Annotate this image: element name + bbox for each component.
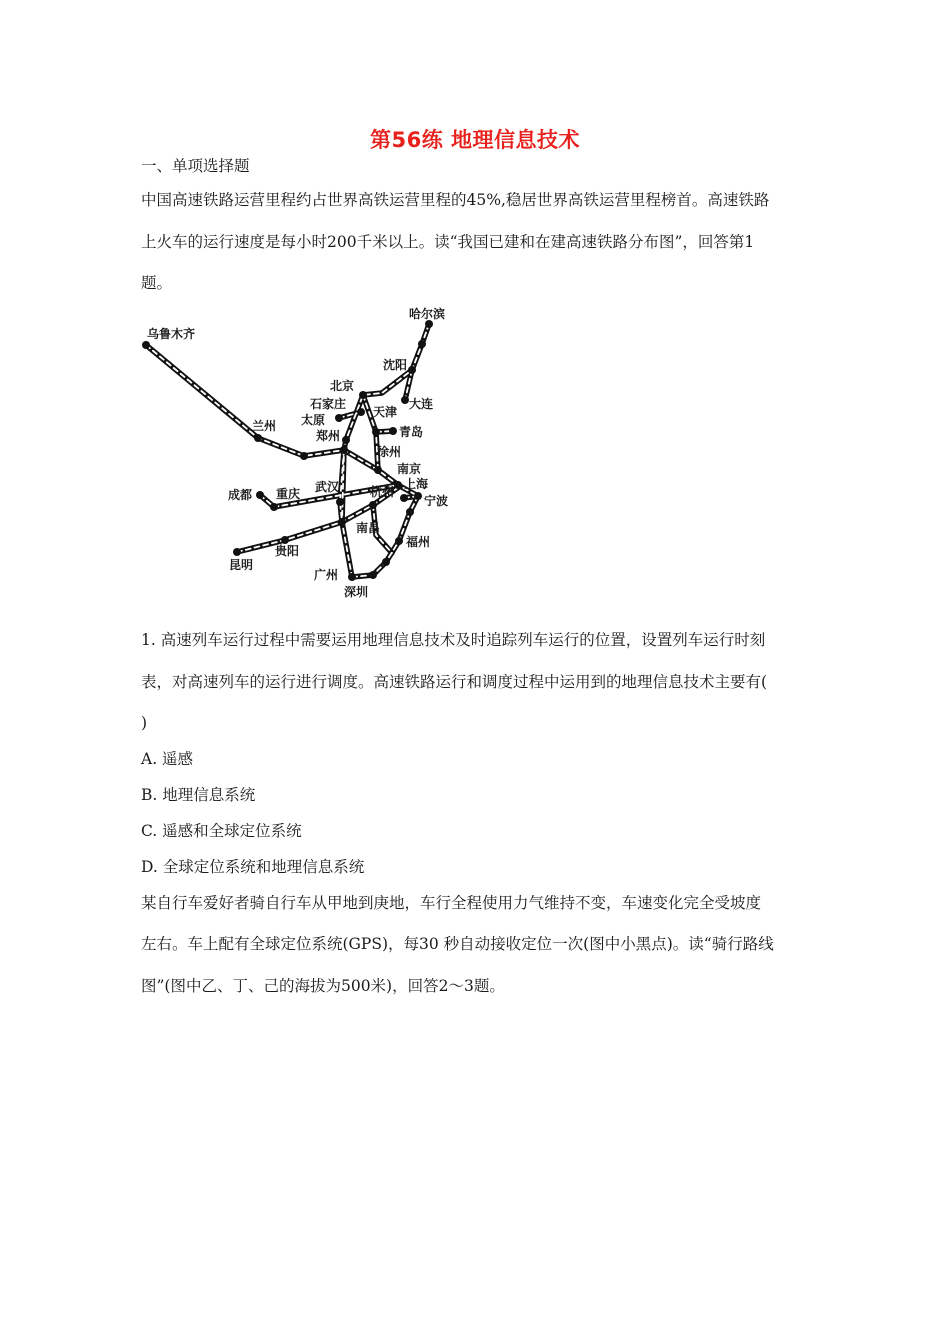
city-label-shenyang: 沈阳	[383, 358, 408, 372]
page-title: 第56练 地理信息技术	[369, 128, 581, 152]
city-label-xuzhou: 徐州	[377, 445, 402, 459]
city-label-tianjin: 天津	[373, 405, 398, 419]
city-label-beijing: 北京	[330, 379, 355, 393]
city-label-ningbo: 宁波	[424, 494, 449, 508]
city-label-shenzhen: 深圳	[344, 585, 369, 599]
question1-stem-line-1: 1. 高速列车运行过程中需要运用地理信息技术及时追踪列车运行的位置，设置列车运行时刻	[141, 631, 766, 649]
city-label-wuhan: 武汉	[315, 480, 340, 494]
intro1-line-3: 题。	[141, 274, 173, 292]
city-label-lanzhou: 兰州	[252, 419, 277, 433]
city-label-kunming: 昆明	[229, 558, 254, 572]
question1-stem-line-2: 表，对高速列车的运行进行调度。高速铁路运行和调度过程中运用到的地理信息技术主要有(	[141, 673, 768, 691]
city-label-taiyuan: 太原	[301, 413, 326, 427]
city-label-guangzhou: 广州	[314, 568, 339, 582]
intro1-line-1: 中国高速铁路运营里程约占世界高铁运营里程的45%,稳居世界高铁运营里程榜首。高速铁路	[141, 191, 770, 209]
city-label-nanchang: 南昌	[356, 521, 381, 535]
intro2-line-1: 某自行车爱好者骑自行车从甲地到庚地，车行全程使用力气维持不变，车速变化完全受坡度	[141, 894, 762, 912]
question1-option-b: B. 地理信息系统	[141, 786, 256, 804]
section-heading: 一、单项选择题	[141, 157, 250, 175]
city-label-chongqing: 重庆	[276, 487, 301, 501]
city-label-fuzhou: 福州	[406, 535, 431, 549]
intro1-line-2: 上火车的运行速度是每小时200千米以上。读“我国已建和在建高速铁路分布图”，回答第1	[141, 233, 755, 251]
question1-option-c: C. 遥感和全球定位系统	[141, 822, 302, 840]
city-label-hangzhou: 杭州	[370, 485, 395, 499]
city-label-nanjing: 南京	[397, 462, 422, 476]
intro2-line-3: 图”(图中乙、丁、己的海拔为500米)，回答2～3题。	[141, 977, 505, 995]
city-label-guiyang: 贵阳	[275, 544, 300, 558]
city-label-urumqi: 乌鲁木齐	[147, 327, 196, 341]
city-label-shijiazhuang: 石家庄	[310, 397, 347, 411]
city-label-shanghai: 上海	[404, 477, 429, 491]
intro2-line-2: 左右。车上配有全球定位系统(GPS)，每30 秒自动接收定位一次(图中小黑点)。读“骑行路线	[141, 935, 774, 953]
railway-map	[130, 300, 470, 605]
city-label-chengdu: 成都	[228, 488, 253, 502]
city-label-zhengzhou: 郑州	[316, 429, 341, 443]
question1-stem-line-3: )	[141, 714, 148, 732]
city-label-qingdao: 青岛	[399, 425, 424, 439]
question1-option-a: A. 遥感	[141, 750, 194, 768]
city-label-dalian: 大连	[409, 397, 434, 411]
question1-option-d: D. 全球定位系统和地理信息系统	[141, 858, 365, 876]
city-label-harbin: 哈尔滨	[409, 307, 446, 321]
